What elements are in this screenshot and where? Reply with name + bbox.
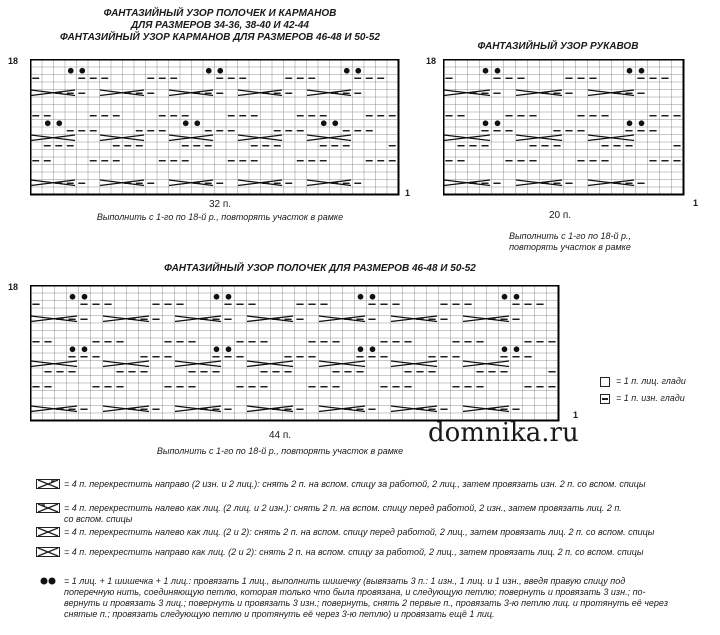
bobble-icon bbox=[36, 576, 60, 586]
bobble bbox=[627, 68, 633, 74]
bobble bbox=[332, 120, 338, 126]
bobble bbox=[217, 68, 223, 74]
pockets-title-line2: ДЛЯ РАЗМЕРОВ 34-36, 38-40 И 42-44 bbox=[131, 20, 309, 31]
bobble bbox=[639, 68, 645, 74]
pockets-row-1: 1 bbox=[405, 188, 411, 198]
bobble bbox=[358, 346, 364, 352]
pockets-row-18: 18 bbox=[8, 56, 19, 66]
bobble bbox=[370, 346, 376, 352]
bobble bbox=[639, 120, 645, 126]
bobble bbox=[194, 120, 200, 126]
legend-text: = 4 п. перекрестить налево как лиц. (2 и 2): снять 2 п. на вспом. спицу перед работой, 2 лиц., затем провязать лиц. 2 п. со вспом. спицы bbox=[64, 527, 655, 537]
knit-key-symbol bbox=[600, 377, 610, 387]
bobble bbox=[502, 346, 508, 352]
bobble bbox=[495, 120, 501, 126]
bobble bbox=[56, 120, 62, 126]
pockets-stitch-count: 32 п. bbox=[208, 199, 232, 210]
bobble bbox=[214, 346, 220, 352]
sleeves-note-line1: Выполнить с 1-го по 18-й р., bbox=[509, 231, 631, 241]
legend-text: = 4 п. перекрестить направо (2 изн. и 2 лиц.): снять 2 п. на вспом. спицу за работой, 2 лиц., затем провязать изн. 2 п. со вспом. спицы bbox=[64, 479, 646, 489]
bobble bbox=[70, 346, 76, 352]
bobble bbox=[82, 294, 88, 300]
bobble bbox=[502, 294, 508, 300]
legend-text: = 1 лиц. + 1 шишечка + 1 лиц.: провязать 1 лиц., выполнить шишечку (вывязать 3 п.: 1 изн., 1 лиц. и 1 изн., введя правую спицу под bbox=[64, 576, 626, 586]
sleeves-row-1: 1 bbox=[693, 198, 699, 208]
bobble bbox=[70, 294, 76, 300]
fronts-chart bbox=[30, 285, 570, 425]
bobble bbox=[358, 294, 364, 300]
legend-text-cont: снятые п.; провязать следующую петлю и протянуть её через 3-ю петлю) и провязать ещё 1 лиц. bbox=[64, 609, 495, 619]
sleeves-note-line2: повторять участок в рамке bbox=[509, 242, 631, 252]
cross-left-purl-icon bbox=[36, 503, 60, 513]
pockets-title-line3: ФАНТАЗИЙНЫЙ УЗОР КАРМАНОВ ДЛЯ РАЗМЕРОВ 46-48 И 50-52 bbox=[60, 32, 380, 43]
bobble bbox=[514, 294, 520, 300]
legend-text: = 4 п. перекрестить налево как лиц. (2 лиц. и 2 изн.): снять 2 п. на вспом. спицу перед работой, 2 изн., затем провязать лиц. 2 п. bbox=[64, 503, 622, 513]
bobble bbox=[495, 68, 501, 74]
fronts-row-1: 1 bbox=[573, 410, 579, 420]
purl-key-label: = 1 п. изн. глади bbox=[616, 393, 685, 403]
bobble bbox=[321, 120, 327, 126]
fronts-title: ФАНТАЗИЙНЫЙ УЗОР ПОЛОЧЕК ДЛЯ РАЗМЕРОВ 46-48 И 50-52 bbox=[164, 263, 476, 274]
sleeves-title: ФАНТАЗИЙНЫЙ УЗОР РУКАВОВ bbox=[477, 41, 639, 52]
fronts-stitch-count: 44 п. bbox=[268, 430, 292, 441]
bobble bbox=[82, 346, 88, 352]
bobble bbox=[483, 68, 489, 74]
bobble bbox=[483, 120, 489, 126]
bobble bbox=[370, 294, 376, 300]
cross-right-purl-icon bbox=[36, 479, 60, 489]
bobble bbox=[514, 346, 520, 352]
sleeves-row-18: 18 bbox=[426, 56, 437, 66]
bobble bbox=[79, 68, 85, 74]
pockets-chart bbox=[30, 59, 402, 197]
bobble bbox=[226, 294, 232, 300]
knit-key-label: = 1 п. лиц. глади bbox=[616, 376, 686, 386]
legend-text-cont: вернуть и провязать 3 лиц.; повернуть и провязать 3 изн.; повернуть, снять 2 первые п., провязать 3-ю петлю лиц. и протянуть её через bbox=[64, 598, 669, 608]
purl-key-symbol bbox=[600, 394, 610, 404]
bobble bbox=[206, 68, 212, 74]
pockets-title-line1: ФАНТАЗИЙНЫЙ УЗОР ПОЛОЧЕК И КАРМАНОВ bbox=[103, 8, 337, 19]
bobble bbox=[68, 68, 74, 74]
bobble bbox=[226, 346, 232, 352]
legend-text-cont: со вспом. спицы bbox=[64, 514, 133, 524]
pockets-note: Выполнить с 1-го по 18-й р., повторять участок в рамке bbox=[96, 212, 344, 222]
bobble bbox=[45, 120, 51, 126]
cross-right-knit-icon bbox=[36, 547, 60, 557]
cross-left-knit-icon bbox=[36, 527, 60, 537]
fronts-row-18: 18 bbox=[8, 282, 19, 292]
sleeves-stitch-count: 20 п. bbox=[548, 210, 572, 221]
bobble bbox=[344, 68, 350, 74]
watermark-text: domnika.ru bbox=[428, 418, 579, 448]
legend-text-cont: поперечную нить, соединяющую петлю, которая только что была провязана, и следующую петлю; повернуть и провязать 3 изн.; по- bbox=[64, 587, 646, 597]
bobble bbox=[355, 68, 361, 74]
bobble bbox=[627, 120, 633, 126]
sleeves-chart bbox=[443, 59, 689, 197]
legend-text: = 4 п. перекрестить направо как лиц. (2 и 2): снять 2 п. на вспом. спицу за работой, 2 лиц., затем провязать лиц. 2 п. со вспом. спицы bbox=[64, 547, 644, 557]
fronts-note: Выполнить с 1-го по 18-й р., повторять участок в рамке bbox=[156, 446, 404, 456]
bobble bbox=[183, 120, 189, 126]
bobble bbox=[214, 294, 220, 300]
